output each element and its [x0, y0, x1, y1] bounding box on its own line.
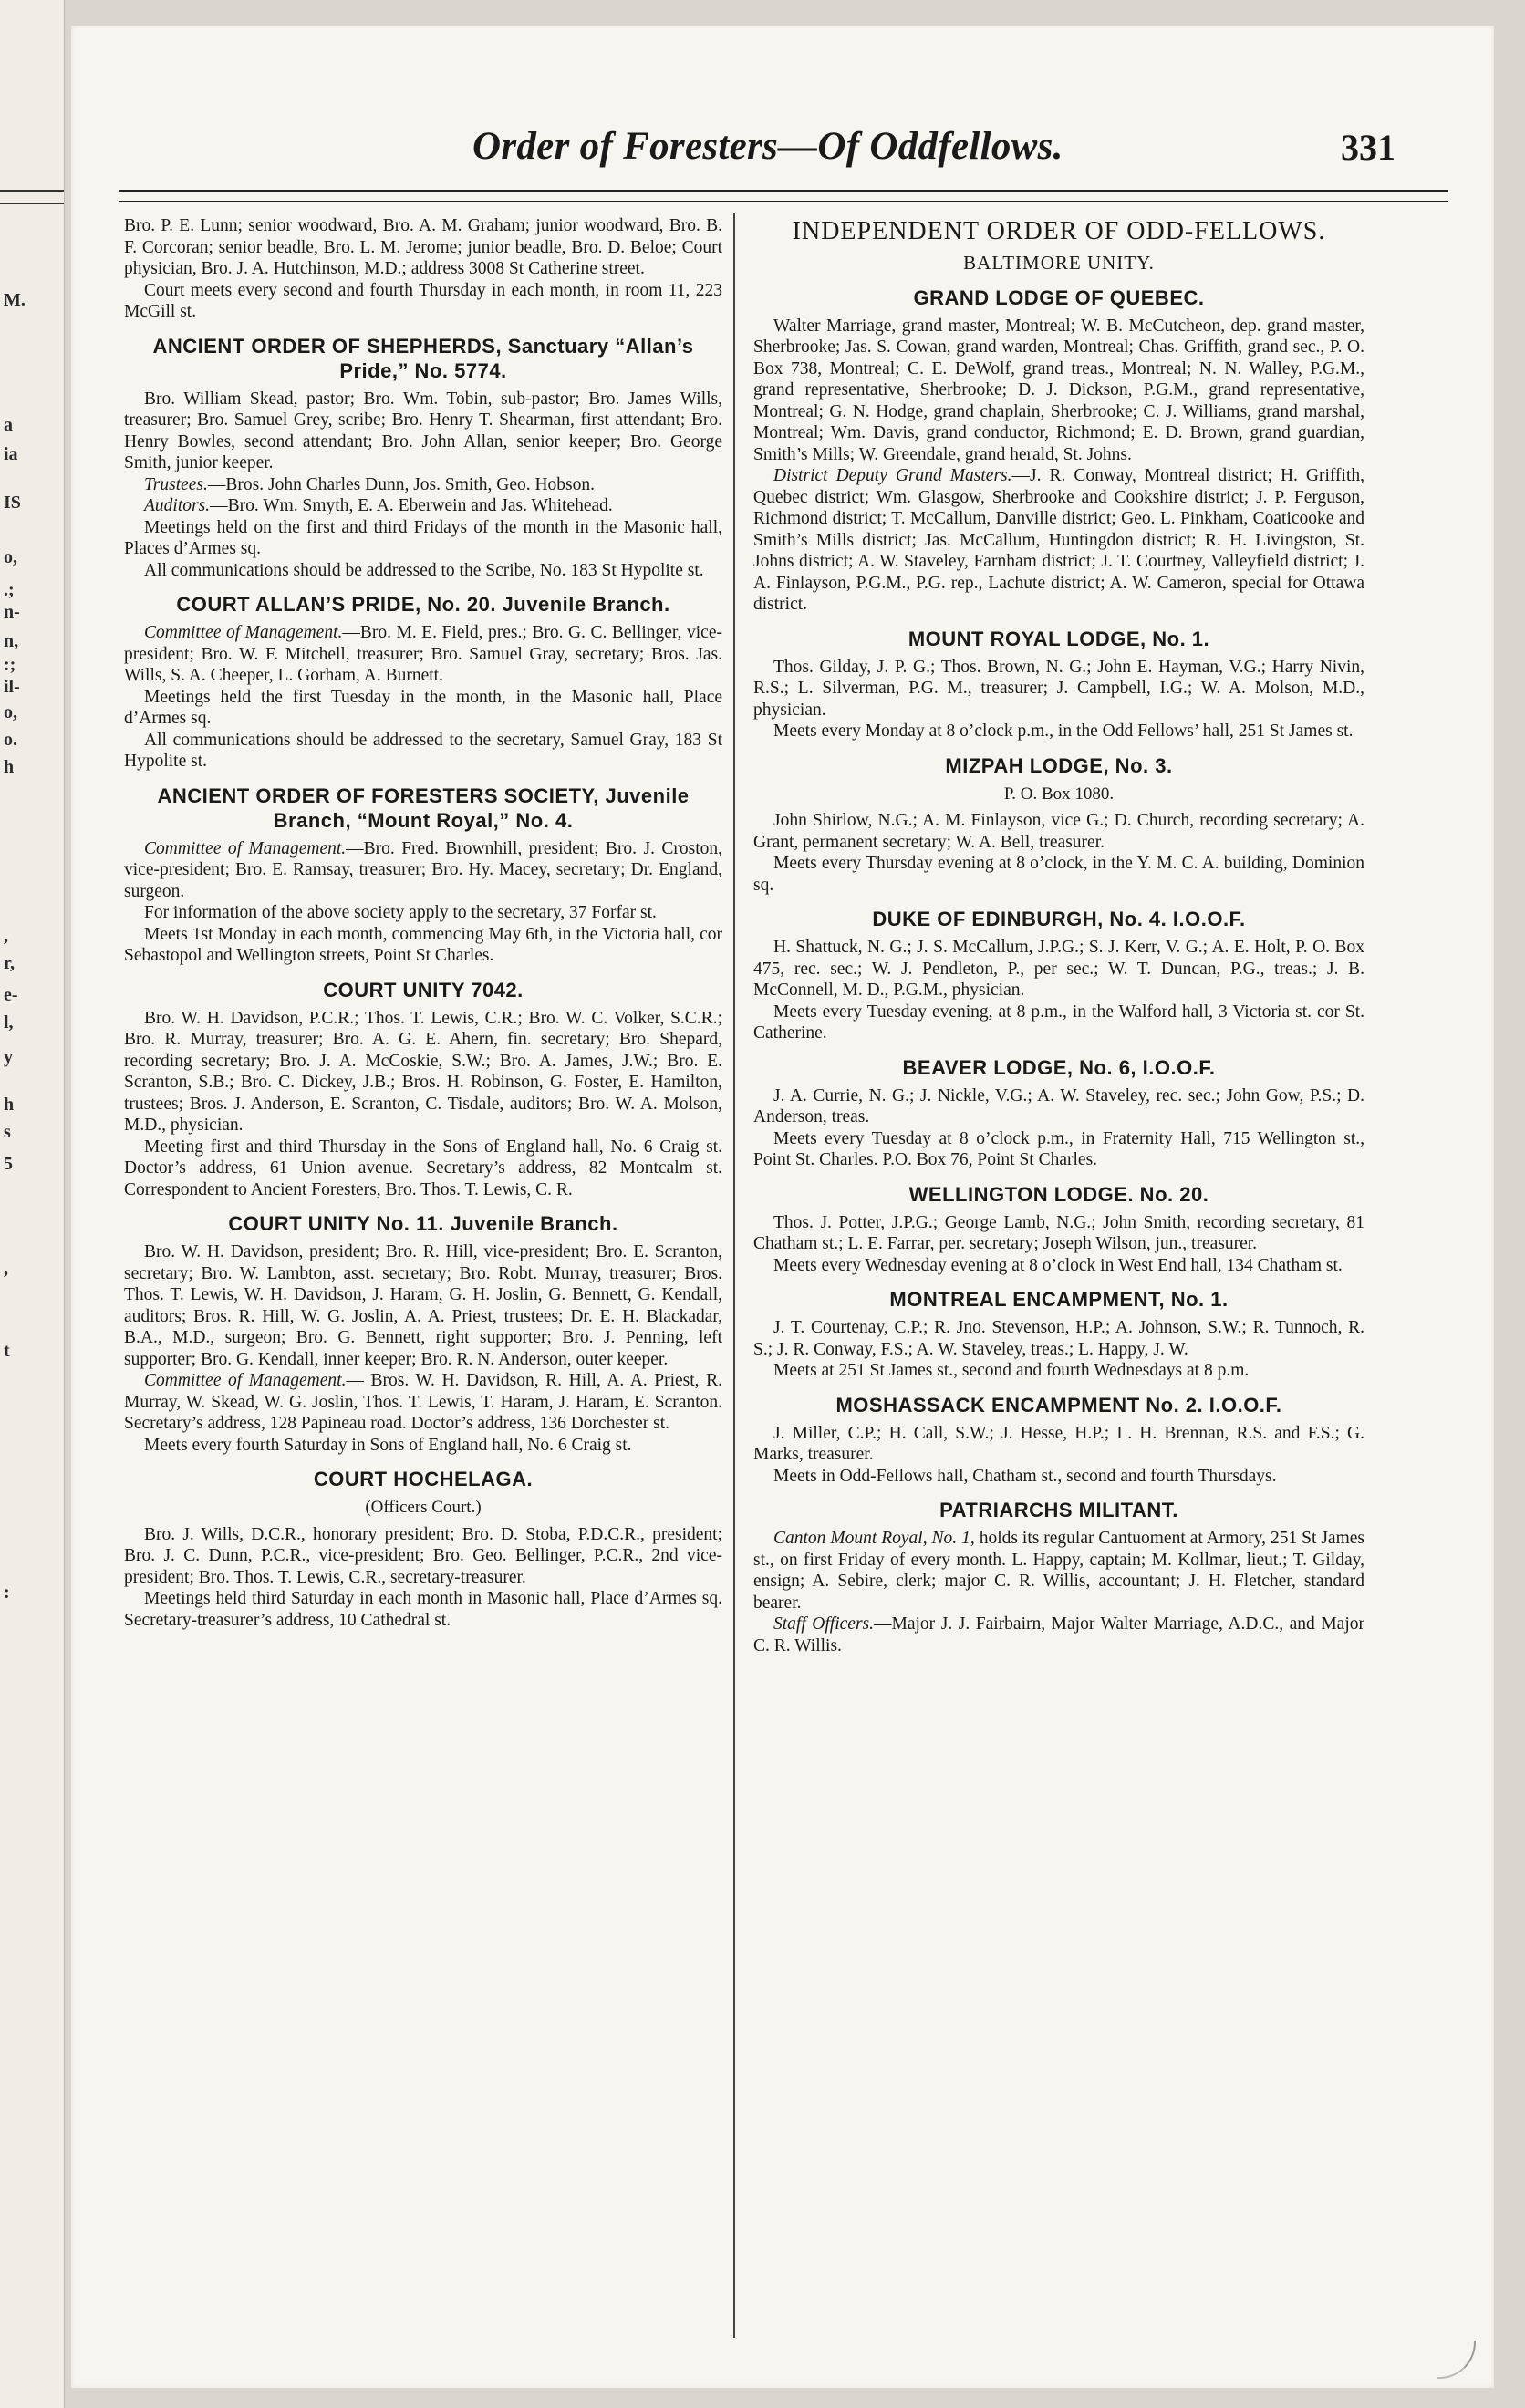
paragraph: Meetings held third Saturday in each month in Masonic hall, Place d’Armes sq. Secretary-treasurer’s address, 10 Cathedral st. [124, 1589, 722, 1630]
section-heading: BEAVER LODGE, No. 6, I.O.O.F. [902, 1055, 1216, 1079]
adjacent-page-fragment: r, [4, 953, 16, 973]
adjacent-page-fragment: , [4, 1259, 8, 1279]
section-heading: ANCIENT ORDER OF SHEPHERDS, Sanctuary “Allan’s Pride,” No. 5774. [152, 334, 694, 382]
paragraph: H. Shattuck, N. G.; J. S. McCallum, J.P.G.; S. J. Kerr, V. G.; A. E. Holt, P. O. Box 475, rec. sec.; W. J. Pendleton, P., per sec.; W. T. Duncan, P.G., treas.; J. B. McConnell, M. D., P.G.M., physician. [753, 938, 1364, 1000]
paragraph-text: —Major J. J. Fairbairn, Major Walter Marriage, A.D.C., and Major C. R. Willis. [753, 1614, 1364, 1656]
paragraph: Meets at 251 St James st., second and fourth Wednesdays at 8 p.m. [773, 1361, 1250, 1380]
adjacent-page-fragment: l, [4, 1012, 14, 1033]
section-heading: COURT ALLAN’S PRIDE, No. 20. Juvenile Branch. [176, 593, 670, 616]
adjacent-page-fragment: a [4, 415, 13, 435]
section-heading: MOSHASSACK ENCAMPMENT No. 2. I.O.O.F. [835, 1393, 1282, 1417]
header-rule [119, 190, 1448, 192]
section-heading: MONTREAL ENCAMPMENT, No. 1. [889, 1288, 1229, 1311]
adjacent-page-rule [0, 190, 64, 192]
paragraph: Thos. Gilday, J. P. G.; Thos. Brown, N. G.; John E. Hayman, V.G.; Harry Nivin, R.S.; L. Silverman, P.G. M., treasurer; J. Campbell, I.G.; W. A. Molson, M.D., physician. [753, 657, 1364, 720]
document-page [71, 26, 1494, 2388]
adjacent-page-fragment: ia [4, 444, 18, 464]
paragraph [124, 622, 722, 687]
paragraph: Meets every Thursday evening at 8 o’clock, in the Y. M. C. A. building, Dominion sq. [753, 854, 1364, 895]
adjacent-page-fragment: n- [4, 602, 20, 622]
paragraph-lead: Auditors. [144, 496, 211, 515]
adjacent-page-fragment: o, [4, 702, 17, 722]
adjacent-page-strip [0, 0, 65, 2408]
adjacent-page-fragment: , [4, 926, 8, 946]
paragraph: John Shirlow, N.G.; A. M. Finlayson, vice G.; D. Church, recording secretary; A. Grant, permanent secretary; W. A. Bell, treasurer. [753, 811, 1364, 852]
page-corner-curl [1437, 2341, 1476, 2379]
paragraph: Meets every Tuesday at 8 o’clock p.m., in Fraternity Hall, 715 Wellington st., Point St. Charles. P.O. Box 76, Point St Charles. [753, 1128, 1364, 1169]
adjacent-page-fragment: o, [4, 547, 17, 567]
paragraph [753, 1528, 1364, 1614]
adjacent-page-fragment: 5 [4, 1154, 13, 1174]
paragraph-lead: Canton Mount Royal, No. 1, [773, 1529, 975, 1548]
column-divider [733, 213, 735, 2338]
section-heading: MIZPAH LODGE, No. 3. [945, 753, 1173, 777]
paragraph: All communications should be addressed to the secretary, Samuel Gray, 183 St Hypolite st. [124, 730, 722, 771]
paragraph-text: — Bros. W. H. Davidson, R. Hill, A. A. Priest, R. Murray, W. Skead, W. G. Joslin, Thos. T. Lewis, T. Haram, J. Haram, E. Scranton. Secretary’s address, 128 Papineau road. Doctor’s address, 136 Dorchester st. [124, 1371, 722, 1433]
section-heading: WELLINGTON LODGE. No. 20. [908, 1182, 1209, 1206]
section-heading: COURT HOCHELAGA. [313, 1468, 534, 1490]
paragraph: Meets in Odd-Fellows hall, Chatham st., second and fourth Thursdays. [773, 1466, 1277, 1486]
paragraph: Meets every Tuesday evening, at 8 p.m., in the Walford hall, 3 Victoria st. cor St. Catherine. [753, 1002, 1364, 1043]
page-number: 331 [1341, 127, 1395, 168]
paragraph-text: —Bros. John Charles Dunn, Jos. Smith, Geo. Hobson. [207, 474, 596, 494]
paragraph [124, 838, 722, 903]
section-heading: MOUNT ROYAL LODGE, No. 1. [908, 627, 1210, 650]
section-heading: ANCIENT ORDER OF FORESTERS SOCIETY, Juvenile Branch, “Mount Royal,” No. 4. [157, 784, 690, 832]
paragraph-text: —Bro. Fred. Brownhill, president; Bro. J. Croston, vice-president; Bro. E. Ramsay, treasurer; Bro. Hy. Macey, secretary; Dr. England, surgeon. [124, 838, 722, 901]
adjacent-page-fragment: M. [4, 290, 26, 310]
paragraph-text: —J. R. Conway, Montreal district; H. Griffith, Quebec district; Wm. Glasgow, Sherbrooke and Cookshire district; J. P. Ferguson, Richmond district; T. McCallum, Danville district; Geo. L. Pinkham, Coaticooke and Smith’s Mills district; Jas. McCallum, Huntingdon district; R. H. Livingston, St. Johns district; A. W. Staveley, Farnham district; J. T. Courtney, Valleyfield district; J. A. Finlayson, P.G.M., P.G. rep., Lachute district; A. W. Cameron, special for Ottawa district. [753, 466, 1364, 614]
paragraph: Court meets every second and fourth Thursday in each month, in room 11, 223 McGill st. [124, 280, 722, 321]
adjacent-page-fragment: :; [4, 655, 16, 675]
right-column [753, 215, 1364, 1656]
paragraph [124, 1370, 722, 1435]
adjacent-page-fragment: s [4, 1122, 11, 1142]
paragraph: Bro. P. E. Lunn; senior woodward, Bro. A. M. Graham; junior woodward, Bro. B. F. Corcoran; senior beadle, Bro. L. M. Jerome; junior beadle, Bro. D. Beloe; Court physician, Bro. J. A. Hutchinson, M.D.; address 3008 St Catherine street. [124, 216, 722, 278]
paragraph: Bro. W. H. Davidson, president; Bro. R. Hill, vice-president; Bro. E. Scranton, secretary; Bro. W. Lambton, asst. secretary; Bro. Robt. Murray, treasurer; Bros. Thos. T. Lewis, W. H. Davidson, J. Haram, G. H. Joslin, G. Bennett, G. Kendall, auditors; Bros. R. Hill, W. G. Joslin, A. A. Priest, trustees; Dr. E. H. Blackadar, B.A., M.D., surgeon; Bro. G. Bennett, right supporter; Bro. J. Penning, left supporter; Bro. G. Kendall, inner keeper; Bro. R. N. Anderson, outer keeper. [124, 1242, 722, 1369]
paragraph: J. Miller, C.P.; H. Call, S.W.; J. Hesse, H.P.; L. H. Brennan, R.S. and F.S.; G. Marks, treasurer. [753, 1423, 1364, 1464]
order-title: INDEPENDENT ORDER OF ODD-FELLOWS. [792, 217, 1326, 245]
header-rule-thin [119, 201, 1448, 202]
section-heading: COURT UNITY 7042. [323, 978, 524, 1002]
section-subheading: P. O. Box 1080. [1003, 784, 1115, 804]
paragraph: Meetings held the first Tuesday in the month, in the Masonic hall, Place d’Armes sq. [124, 687, 722, 728]
paragraph: All communications should be addressed to the Scribe, No. 183 St Hypolite st. [144, 560, 704, 580]
adjacent-page-fragment: .; [4, 580, 15, 600]
paragraph-lead: Trustees. [144, 474, 208, 494]
adjacent-page-fragment: t [4, 1341, 10, 1361]
paragraph: Thos. J. Potter, J.P.G.; George Lamb, N.G.; John Smith, recording secretary, 81 Chatham st.; L. E. Farrar, per. secretary; Joseph Wilson, jun., treasurer. [753, 1212, 1364, 1253]
paragraph-text: —Bro. M. E. Field, pres.; Bro. G. C. Bellinger, vice-president; Bro. W. F. Mitchell, treasurer; Bro. Samuel Gray, secretary; Bros. Jas. Wills, S. A. Cheeper, L. Gorham, A. Burnett. [124, 623, 722, 685]
paragraph: Bro. William Skead, pastor; Bro. Wm. Tobin, sub-pastor; Bro. James Wills, treasurer; Bro. Samuel Grey, scribe; Bro. Henry T. Shearman, first attendant; Bro. Henry Bowles, second attendant; Bro. John Allan, senior keeper; Bro. George Smith, junior keeper. [124, 389, 722, 472]
paragraph: Bro. J. Wills, D.C.R., honorary president; Bro. D. Stoba, P.D.C.R., president; Bro. J. C. Dunn, P.C.R., vice-president; Bro. Geo. Bellinger, P.C.R., 2nd vice-president; Bro. Thos. T. Lewis, C.R., secretary-treasurer. [124, 1524, 722, 1587]
paragraph-text: —Bro. Wm. Smyth, E. A. Eberwein and Jas. Whitehead. [210, 496, 613, 515]
paragraph [124, 474, 722, 496]
paragraph: For information of the above society apply to the secretary, 37 Forfar st. [144, 903, 657, 922]
adjacent-page-fragment: IS [4, 493, 21, 513]
adjacent-page-fragment: y [4, 1047, 13, 1067]
paragraph-lead: Committee of Management. [144, 838, 347, 858]
adjacent-page-rule [0, 203, 64, 204]
section-subheading: (Officers Court.) [365, 1498, 482, 1517]
paragraph: Meets every fourth Saturday in Sons of England hall, No. 6 Craig st. [144, 1435, 632, 1455]
paragraph: Bro. W. H. Davidson, P.C.R.; Thos. T. Lewis, C.R.; Bro. W. C. Volker, S.C.R.; Bro. R. Murray, treasurer; Bro. A. G. E. Ahern, fin. secretary; Bro. Shepard, recording secretary; Bro. J. A. McCoskie, S.W.; Bro. A. James, J.W.; Bro. E. Scranton, S.B.; Bro. C. Dickey, J.B.; Bros. H. Robinson, G. Foster, E. Hamilton, trustees; Bros. J. Anderson, E. Scranton, C. Tisdale, auditors; Bro. W. A. Molson, M.D., physician. [124, 1008, 722, 1135]
paragraph: Meeting first and third Thursday in the Sons of England hall, No. 6 Craig st. Doctor’s address, 61 Union avenue. Secretary’s address, 82 Montcalm st. Correspondent to Ancient Foresters, Bro. Thos. T. Lewis, C. R. [124, 1137, 722, 1199]
section-heading: GRAND LODGE OF QUEBEC. [913, 285, 1205, 309]
adjacent-page-fragment: n, [4, 631, 19, 651]
left-column [124, 215, 722, 1631]
running-title: Order of Foresters—Of Oddfellows. [472, 125, 1063, 168]
adjacent-page-fragment: : [4, 1583, 10, 1603]
paragraph: Meets every Wednesday evening at 8 o’clock in West End hall, 134 Chatham st. [773, 1255, 1343, 1275]
paragraph-lead: District Deputy Grand Masters. [773, 466, 1012, 485]
paragraph [124, 495, 722, 517]
section-heading: DUKE OF EDINBURGH, No. 4. I.O.O.F. [872, 908, 1246, 930]
paragraph-text: holds its regular Cantuoment at Armory, 251 St James st., on first Friday of every month. L. Happy, captain; M. Kollmar, lieut.; T. Gilday, ensign; A. Sebire, clerk; major C. R. Willis, accountant; J. H. Fletcher, standard bearer. [753, 1529, 1364, 1613]
adjacent-page-fragment: e- [4, 985, 18, 1005]
paragraph: Walter Marriage, grand master, Montreal; W. B. McCutcheon, dep. grand master, Sherbrooke; Jas. S. Cowan, grand warden, Montreal; Chas. Griffith, grand sec., P. O. Box 738, Montreal; C. E. DeWolf, grand treas., Montreal; N. N. Walley, P.G.M., grand representative, Sherbrooke; D. J. Dickson, P.G.M., grand representative, Montreal; G. N. Hodge, grand chaplain, Sherbrooke; C. J. Williams, grand marshal, Montreal; Wm. Davis, grand conductor, Richmond; E. D. Brown, grand guardian, Smith’s Mills; W. Greendale, grand herald, St. Johns. [753, 316, 1364, 464]
paragraph [753, 1614, 1364, 1656]
paragraph: J. A. Currie, N. G.; J. Nickle, V.G.; A. W. Staveley, rec. sec.; John Gow, P.S.; D. Anderson, treas. [753, 1085, 1364, 1126]
paragraph: Meets 1st Monday in each month, commencing May 6th, in the Victoria hall, cor Sebastopol and Wellington streets, Point St Charles. [124, 924, 722, 965]
section-heading: COURT UNITY No. 11. Juvenile Branch. [228, 1212, 618, 1235]
adjacent-page-fragment: il- [4, 677, 20, 697]
adjacent-page-fragment: h [4, 1095, 15, 1115]
paragraph: Meetings held on the first and third Fridays of the month in the Masonic hall, Places d’Armes sq. [124, 517, 722, 558]
adjacent-page-fragment: o. [4, 730, 17, 750]
section-heading: PATRIARCHS MILITANT. [939, 1499, 1178, 1521]
paragraph-lead: Staff Officers. [773, 1614, 875, 1634]
order-subtitle: BALTIMORE UNITY. [963, 252, 1155, 274]
paragraph-lead: Committee of Management. [144, 1371, 347, 1390]
paragraph-lead: Committee of Management. [144, 623, 343, 642]
paragraph [753, 465, 1364, 616]
adjacent-page-fragment: h [4, 757, 15, 777]
paragraph: Meets every Monday at 8 o’clock p.m., in the Odd Fellows’ hall, 251 St James st. [773, 721, 1354, 741]
paragraph: J. T. Courtenay, C.P.; R. Jno. Stevenson, H.P.; A. Johnson, S.W.; R. Tunnoch, R. S.; J. R. Conway, F.S.; A. W. Staveley, treas.; L. Happy, J. W. [753, 1318, 1364, 1359]
